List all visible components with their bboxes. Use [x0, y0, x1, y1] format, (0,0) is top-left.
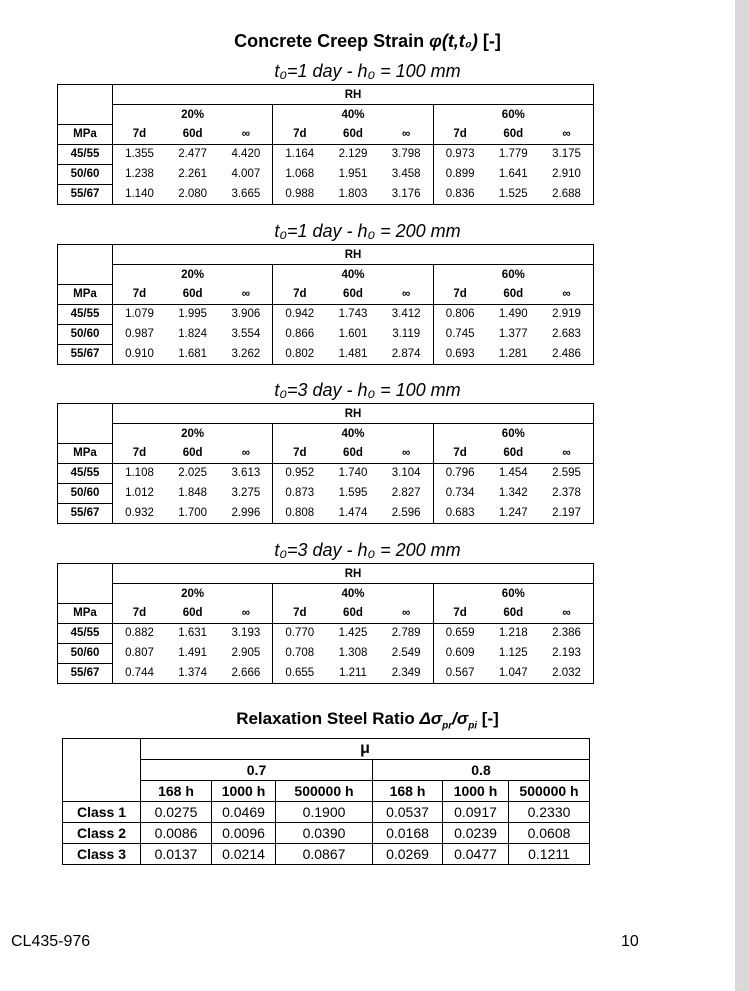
creep-value-cell: 0.683: [433, 503, 486, 523]
creep-value-cell: 0.973: [433, 144, 486, 164]
duration-column-header: 60d: [166, 284, 219, 304]
creep-value-cell: 1.681: [166, 344, 219, 364]
table-row: [58, 663, 594, 683]
duration-column-header: 60d: [487, 443, 540, 463]
rh-group-label: 40%: [273, 424, 433, 444]
duration-column-header: 7d: [433, 124, 486, 144]
creep-value-cell: 2.129: [338, 148, 368, 161]
creep-value-cell: 1.125: [498, 647, 528, 659]
creep-table-subtitle: t₀=3 day - h₀ = 200 mm: [274, 540, 461, 560]
creep-value-cell: 1.848: [178, 487, 208, 499]
duration-column-header: ∞: [380, 124, 433, 144]
creep-table-subtitle: t₀=3 day - h₀ = 100 mm: [274, 380, 461, 400]
time-column-header: 168 h: [141, 781, 212, 802]
creep-value-cell: 2.688: [540, 184, 594, 204]
duration-column-header: 7d: [273, 124, 326, 144]
creep-value-cell: 3.193: [231, 627, 261, 640]
creep-value-cell: 1.079: [113, 304, 166, 324]
creep-value-cell: 0.873: [273, 483, 326, 503]
creep-value-cell: 1.140: [113, 184, 166, 204]
document-code: CL435-976: [11, 933, 91, 950]
corner-cell: [58, 404, 113, 444]
creep-value-cell: 3.119: [392, 328, 421, 340]
relaxation-value-cell: 0.0275: [141, 802, 212, 823]
rh-header: RH: [113, 404, 594, 424]
rh-group-label: 20%: [113, 424, 273, 444]
duration-column-header: 60d: [326, 124, 379, 144]
creep-value-cell: 3.412: [391, 308, 421, 321]
creep-value-cell: 0.708: [273, 643, 326, 663]
creep-value-cell: 1.308: [338, 647, 368, 659]
creep-value-cell: 1.601: [338, 328, 368, 340]
duration-column-header: ∞: [219, 603, 272, 623]
duration-column-header: ∞: [540, 124, 594, 144]
creep-value-cell: 1.068: [273, 164, 326, 184]
mu-group-label: 0.7: [141, 760, 373, 781]
duration-column-header: ∞: [219, 443, 272, 463]
creep-value-cell: 3.262: [219, 344, 272, 364]
creep-table: [57, 244, 594, 365]
concrete-class-label: 55/67: [58, 184, 113, 204]
creep-value-cell: 1.743: [338, 308, 368, 321]
creep-table: [57, 84, 594, 205]
creep-value-cell: 3.665: [219, 184, 272, 204]
table-row: [58, 643, 594, 663]
duration-column-header: 60d: [166, 443, 219, 463]
creep-value-cell: 0.807: [113, 643, 166, 663]
creep-value-cell: 0.806: [433, 304, 486, 324]
duration-column-header: 60d: [326, 603, 379, 623]
table-row: [58, 324, 594, 344]
creep-value-cell: 2.486: [540, 344, 594, 364]
relaxation-value-cell: 0.2330: [509, 802, 590, 823]
relaxation-value-cell: 0.0867: [276, 844, 373, 865]
relaxation-value-cell: 0.0917: [443, 802, 509, 823]
rh-group-label: 40%: [273, 265, 433, 285]
corner-cell: [63, 739, 141, 802]
creep-value-cell: 2.683: [540, 324, 594, 344]
creep-value-cell: 2.032: [540, 663, 594, 683]
relaxation-value-cell: 0.0608: [509, 823, 590, 844]
creep-value-cell: 1.740: [338, 467, 368, 480]
rh-group-label: 60%: [433, 265, 593, 285]
duration-column-header: 7d: [433, 603, 486, 623]
creep-value-cell: 3.798: [391, 148, 421, 161]
concrete-class-label: 45/55: [58, 304, 113, 324]
duration-column-header: ∞: [380, 603, 433, 623]
creep-value-cell: 0.744: [113, 663, 166, 683]
creep-value-cell: 0.796: [433, 463, 486, 483]
table-row: [58, 463, 594, 483]
creep-value-cell: 3.275: [231, 487, 261, 499]
creep-value-cell: 2.595: [540, 463, 594, 483]
concrete-class-label: 55/67: [58, 344, 113, 364]
row-header-mpa: MPa: [58, 443, 113, 463]
table-row: [58, 164, 594, 184]
creep-value-cell: 1.595: [338, 487, 368, 499]
creep-value-cell: 0.659: [433, 623, 486, 643]
relaxation-value-cell: 0.1211: [509, 844, 590, 865]
creep-value-cell: 1.047: [487, 663, 540, 683]
creep-value-cell: 0.836: [433, 184, 486, 204]
rh-group-label: 20%: [113, 265, 273, 285]
creep-value-cell: 0.808: [273, 503, 326, 523]
table-row: [58, 344, 594, 364]
duration-column-header: 7d: [433, 284, 486, 304]
creep-value-cell: 1.012: [113, 483, 166, 503]
rh-group-label: 40%: [273, 105, 433, 125]
creep-value-cell: 2.378: [540, 483, 594, 503]
creep-value-cell: 1.247: [487, 503, 540, 523]
duration-column-header: 60d: [326, 443, 379, 463]
creep-value-cell: 2.905: [231, 647, 261, 659]
relaxation-value-cell: 0.1900: [276, 802, 373, 823]
concrete-class-label: 55/67: [58, 503, 113, 523]
rh-group-label: 20%: [113, 105, 273, 125]
creep-value-cell: 1.355: [113, 144, 166, 164]
relaxation-value-cell: 0.0214: [212, 844, 276, 865]
creep-value-cell: 1.164: [273, 144, 326, 164]
creep-value-cell: 4.420: [231, 148, 261, 161]
creep-value-cell: 0.932: [113, 503, 166, 523]
creep-value-cell: 2.193: [540, 643, 594, 663]
rh-group-label: 40%: [273, 584, 433, 604]
creep-value-cell: 4.007: [231, 168, 261, 180]
creep-value-cell: 1.108: [113, 463, 166, 483]
table-row: [58, 304, 594, 324]
corner-cell: [58, 564, 113, 604]
creep-value-cell: 1.824: [178, 328, 208, 340]
table-row: [58, 503, 594, 523]
creep-value-cell: 1.995: [178, 308, 208, 321]
creep-value-cell: 1.525: [487, 184, 540, 204]
creep-value-cell: 0.988: [273, 184, 326, 204]
creep-value-cell: 1.454: [498, 467, 528, 480]
creep-value-cell: 1.425: [338, 627, 368, 640]
time-column-header: 1000 h: [443, 781, 509, 802]
creep-value-cell: 2.549: [391, 647, 421, 659]
creep-table-subtitle: t₀=1 day - h₀ = 200 mm: [274, 221, 461, 241]
page-title: Concrete Creep Strain φ(t,t₀) [-]: [234, 31, 501, 51]
duration-column-header: 60d: [166, 603, 219, 623]
creep-value-cell: 3.554: [231, 328, 261, 340]
creep-value-cell: 3.613: [231, 467, 261, 480]
table-row: [58, 623, 594, 643]
concrete-class-label: 45/55: [58, 463, 113, 483]
creep-value-cell: 3.176: [380, 184, 433, 204]
duration-column-header: 60d: [487, 284, 540, 304]
creep-value-cell: 0.987: [113, 324, 166, 344]
creep-value-cell: 1.491: [178, 647, 208, 659]
relaxation-value-cell: 0.0086: [141, 823, 212, 844]
creep-value-cell: 2.789: [391, 627, 421, 640]
rh-group-label: 60%: [433, 584, 593, 604]
creep-table-subtitle: t₀=1 day - h₀ = 100 mm: [274, 61, 461, 81]
creep-value-cell: 0.745: [433, 324, 486, 344]
relaxation-value-cell: 0.0469: [212, 802, 276, 823]
creep-value-cell: 2.996: [219, 503, 272, 523]
creep-value-cell: 2.596: [380, 503, 433, 523]
time-column-header: 500000 h: [509, 781, 590, 802]
creep-value-cell: 1.281: [487, 344, 540, 364]
duration-column-header: 60d: [487, 124, 540, 144]
creep-value-cell: 0.910: [113, 344, 166, 364]
rh-group-label: 20%: [113, 584, 273, 604]
creep-value-cell: 0.882: [113, 623, 166, 643]
table-row: [58, 144, 594, 164]
duration-column-header: 7d: [113, 124, 166, 144]
creep-table: [57, 403, 594, 524]
creep-value-cell: 1.631: [178, 627, 208, 640]
creep-value-cell: 3.906: [231, 308, 261, 321]
rh-header: RH: [113, 564, 594, 584]
creep-value-cell: 1.342: [498, 487, 528, 499]
relaxation-title: Relaxation Steel Ratio $\Delta\sigma_{pr}/\sigma_{pi}$ [-]: [236, 709, 499, 732]
duration-column-header: 7d: [273, 603, 326, 623]
relaxation-value-cell: 0.0537: [373, 802, 443, 823]
steel-class-label: Class 3: [63, 844, 141, 865]
creep-value-cell: 1.700: [166, 503, 219, 523]
table-row: [58, 184, 594, 204]
row-header-mpa: MPa: [58, 124, 113, 144]
duration-column-header: 60d: [487, 603, 540, 623]
creep-value-cell: 1.951: [338, 168, 368, 180]
creep-value-cell: 2.080: [166, 184, 219, 204]
creep-value-cell: 0.866: [273, 324, 326, 344]
creep-value-cell: 2.910: [540, 164, 594, 184]
creep-value-cell: 0.609: [433, 643, 486, 663]
concrete-class-label: 50/60: [58, 643, 113, 663]
duration-column-header: ∞: [380, 284, 433, 304]
concrete-class-label: 50/60: [58, 164, 113, 184]
mu-header: μ: [141, 739, 590, 760]
page-number: 10: [621, 933, 639, 950]
creep-value-cell: 2.386: [540, 623, 594, 643]
rh-group-label: 60%: [433, 424, 593, 444]
creep-value-cell: 1.641: [498, 168, 528, 180]
creep-value-cell: 2.477: [178, 148, 208, 161]
table-row: [63, 802, 590, 823]
duration-column-header: 60d: [326, 284, 379, 304]
creep-value-cell: 0.899: [433, 164, 486, 184]
creep-value-cell: 0.655: [273, 663, 326, 683]
duration-column-header: 7d: [113, 284, 166, 304]
relaxation-value-cell: 0.0477: [443, 844, 509, 865]
creep-value-cell: 1.779: [498, 148, 528, 161]
creep-value-cell: 3.175: [540, 144, 594, 164]
creep-value-cell: 2.025: [178, 467, 208, 480]
creep-value-cell: 1.211: [326, 663, 379, 683]
creep-value-cell: 3.458: [391, 168, 421, 180]
relaxation-table: [62, 738, 590, 865]
relaxation-value-cell: 0.0137: [141, 844, 212, 865]
creep-value-cell: 1.218: [498, 627, 528, 640]
creep-value-cell: 0.770: [273, 623, 326, 643]
creep-value-cell: 2.261: [178, 168, 208, 180]
duration-column-header: ∞: [540, 443, 594, 463]
duration-column-header: ∞: [219, 124, 272, 144]
duration-column-header: 60d: [166, 124, 219, 144]
creep-table: [57, 563, 594, 684]
creep-value-cell: 2.919: [540, 304, 594, 324]
creep-value-cell: 1.481: [326, 344, 379, 364]
duration-column-header: ∞: [540, 284, 594, 304]
creep-value-cell: 1.377: [498, 328, 528, 340]
row-header-mpa: MPa: [58, 603, 113, 623]
duration-column-header: 7d: [273, 443, 326, 463]
time-column-header: 500000 h: [276, 781, 373, 802]
time-column-header: 1000 h: [212, 781, 276, 802]
creep-value-cell: 3.104: [391, 467, 421, 480]
row-header-mpa: MPa: [58, 284, 113, 304]
concrete-class-label: 45/55: [58, 144, 113, 164]
creep-value-cell: 2.827: [391, 487, 421, 499]
concrete-class-label: 45/55: [58, 623, 113, 643]
duration-column-header: ∞: [380, 443, 433, 463]
page-edge-strip: [735, 0, 749, 991]
time-column-header: 168 h: [373, 781, 443, 802]
creep-value-cell: 1.803: [326, 184, 379, 204]
steel-class-label: Class 2: [63, 823, 141, 844]
creep-value-cell: 2.197: [540, 503, 594, 523]
table-row: [63, 823, 590, 844]
creep-value-cell: 1.474: [326, 503, 379, 523]
relaxation-value-cell: 0.0390: [276, 823, 373, 844]
relaxation-value-cell: 0.0239: [443, 823, 509, 844]
creep-value-cell: 0.952: [273, 463, 326, 483]
concrete-class-label: 50/60: [58, 324, 113, 344]
creep-value-cell: 0.802: [273, 344, 326, 364]
duration-column-header: 7d: [113, 443, 166, 463]
corner-cell: [58, 245, 113, 285]
rh-header: RH: [113, 85, 594, 105]
creep-value-cell: 2.666: [219, 663, 272, 683]
rh-group-label: 60%: [433, 105, 593, 125]
mu-group-label: 0.8: [373, 760, 590, 781]
relaxation-value-cell: 0.0269: [373, 844, 443, 865]
duration-column-header: 7d: [273, 284, 326, 304]
creep-value-cell: 1.238: [113, 164, 166, 184]
duration-column-header: ∞: [540, 603, 594, 623]
table-row: [58, 483, 594, 503]
concrete-class-label: 50/60: [58, 483, 113, 503]
rh-header: RH: [113, 245, 594, 265]
duration-column-header: ∞: [219, 284, 272, 304]
creep-value-cell: 0.942: [273, 304, 326, 324]
creep-value-cell: 2.349: [380, 663, 433, 683]
creep-value-cell: 1.374: [166, 663, 219, 683]
creep-value-cell: 1.490: [498, 308, 528, 321]
relaxation-value-cell: 0.0096: [212, 823, 276, 844]
creep-value-cell: 0.693: [433, 344, 486, 364]
relaxation-value-cell: 0.0168: [373, 823, 443, 844]
steel-class-label: Class 1: [63, 802, 141, 823]
creep-value-cell: 0.567: [433, 663, 486, 683]
duration-column-header: 7d: [433, 443, 486, 463]
duration-column-header: 7d: [113, 603, 166, 623]
corner-cell: [58, 85, 113, 125]
table-row: [63, 844, 590, 865]
creep-value-cell: 2.874: [380, 344, 433, 364]
concrete-class-label: 55/67: [58, 663, 113, 683]
creep-value-cell: 0.734: [433, 483, 486, 503]
